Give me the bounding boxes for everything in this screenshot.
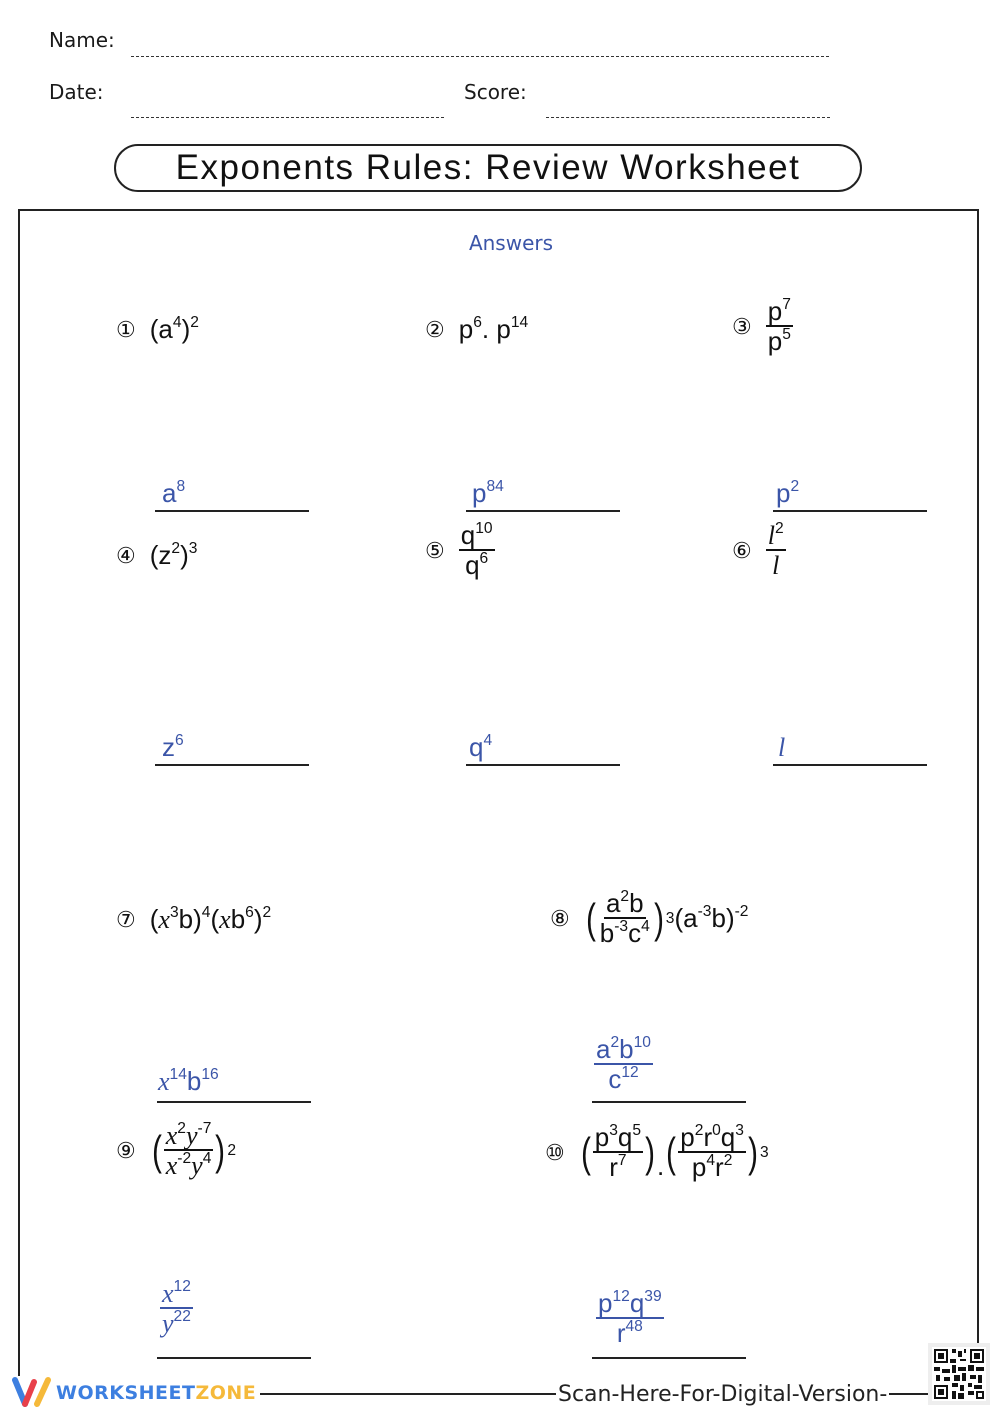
problem-number: ④ — [116, 542, 136, 568]
answer-line-2[interactable] — [466, 510, 620, 512]
answer-line-10[interactable] — [592, 1357, 746, 1359]
problem-number: ⑦ — [116, 906, 136, 932]
answer-8: $\frac{a^2b^{10}}{c^{12}}$ — [596, 1034, 651, 1095]
problem-number: ③ — [732, 313, 752, 339]
answer-10: $\frac{p^{12}q^{39}}{r^{48}}$ — [598, 1288, 662, 1349]
answer-line-5[interactable] — [466, 764, 620, 766]
problem-number: ① — [116, 316, 136, 342]
qr-code-icon — [932, 1347, 986, 1401]
answer-line-7[interactable] — [157, 1101, 311, 1103]
problem-2: ② $p^6$. $p^{14}$ — [425, 314, 529, 344]
problem-number: ⑩ — [545, 1139, 565, 1165]
problem-1: ① $(a^4)^2$ — [116, 314, 199, 344]
problem-number: ⑨ — [116, 1138, 136, 1164]
problem-number: ⑤ — [425, 537, 445, 563]
answer-6: l — [778, 733, 786, 762]
brand-logo[interactable] — [10, 1376, 260, 1410]
worksheetzone-logo-icon — [10, 1376, 56, 1410]
date-label: Date: — [49, 80, 104, 104]
problem-number: ② — [425, 316, 445, 342]
answer-3: $p^2$ — [776, 478, 800, 508]
answer-line-4[interactable] — [155, 764, 309, 766]
problem-10: ⑩ ( $\frac{p^3q^5}{r^7}$ ) . ( $\frac{p^2r^0q^3}{p^4r^2}$ ) 3 — [545, 1122, 769, 1183]
answers-heading: Answers — [468, 231, 554, 255]
answer-7: $x^{14}b^{16}$ — [158, 1066, 219, 1096]
name-field[interactable] — [131, 56, 829, 57]
problem-7: ⑦ $(x^3b)^4(xb^6)^2$ — [116, 904, 272, 934]
problem-3: ③ $\frac{p^7}{p^5}$ — [732, 296, 791, 357]
worksheet-frame — [18, 209, 979, 1395]
answer-line-1[interactable] — [155, 510, 309, 512]
answer-line-6[interactable] — [773, 764, 927, 766]
date-field[interactable] — [131, 117, 444, 118]
brand-name-part1: WORKSHEET — [56, 1382, 196, 1404]
answer-9: $\frac{x^{12}}{y^{22}}$ — [162, 1278, 191, 1339]
problem-9: ⑨ ( $\frac{x^2y^{-7}}{x^{-2}y^4}$ ) 2 — [116, 1120, 237, 1181]
page-title: Exponents Rules: Review Worksheet — [175, 148, 801, 187]
problem-8: ⑧ ( $\frac{a^2b}{b^{-3}c^4}$ ) 3 $(a^{-3}b)^{-2}$ — [550, 888, 749, 949]
problem-number: ⑧ — [550, 905, 570, 931]
brand-name-part2: ZONE — [195, 1382, 257, 1404]
answer-2: $p^{84}$ — [472, 478, 504, 508]
answer-line-3[interactable] — [773, 510, 927, 512]
scan-caption: Scan-Here-For-Digital-Version- — [558, 1382, 888, 1407]
score-label: Score: — [464, 80, 527, 104]
qr-code[interactable] — [928, 1343, 990, 1405]
problem-5: ⑤ $\frac{q^{10}}{q^6}$ — [425, 520, 493, 581]
problem-6: ⑥ $\frac{l^2}{l}$ — [732, 520, 784, 581]
problem-number: ⑥ — [732, 538, 752, 564]
answer-1: $a^8$ — [162, 478, 186, 508]
answer-4: $z^6$ — [162, 732, 184, 762]
answer-line-9[interactable] — [157, 1357, 311, 1359]
name-label: Name: — [49, 28, 115, 52]
title-banner — [114, 144, 862, 192]
score-field[interactable] — [546, 117, 830, 118]
answer-line-8[interactable] — [592, 1101, 746, 1103]
problem-4: ④ $(z^2)^3$ — [116, 540, 198, 570]
answer-5: $q^4$ — [469, 732, 493, 762]
